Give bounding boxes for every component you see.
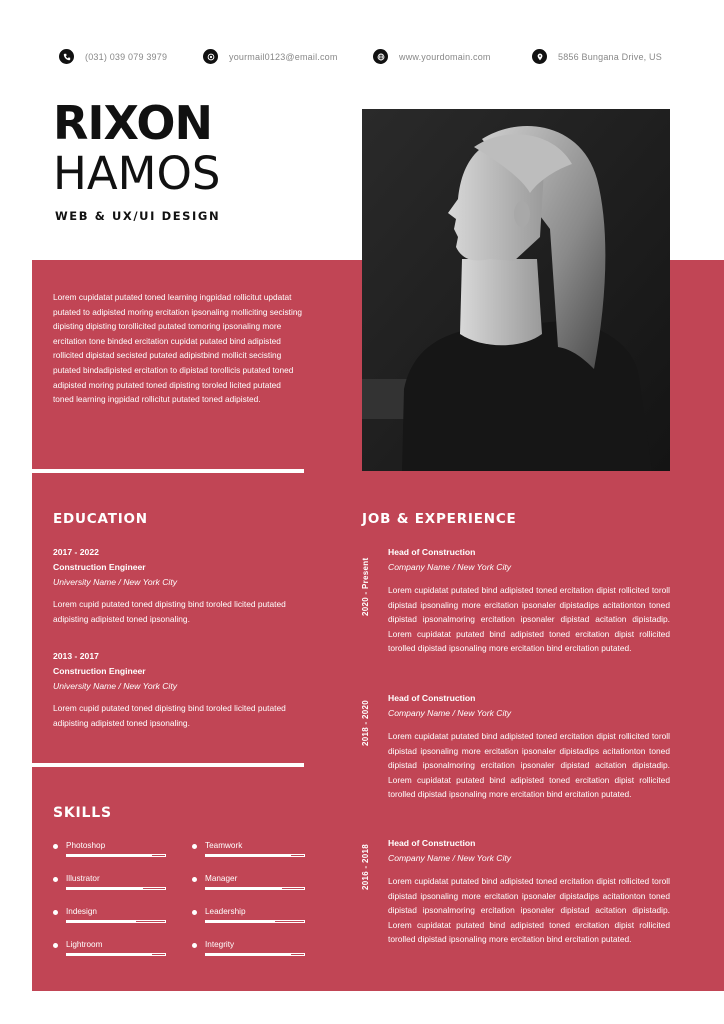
contact-email xyxy=(203,49,338,64)
job-role: WEB & UX/UI DESIGN xyxy=(55,209,221,223)
skill-bar-fill xyxy=(206,920,275,923)
skill-bar xyxy=(66,887,166,890)
job-item xyxy=(388,836,670,947)
skill-name: Photoshop xyxy=(66,841,106,850)
skill-bar xyxy=(205,854,305,857)
skill-bar xyxy=(66,953,166,956)
skill-bar-fill xyxy=(67,953,152,956)
job-title: Head of Construction xyxy=(388,693,476,703)
education-item xyxy=(53,545,303,626)
education-description: Lorem cupid putated toned dipisting bind toroled licited putated adipisting adipisted toned ipsonaling. xyxy=(53,703,286,728)
divider-education xyxy=(32,763,304,767)
job-period: 2020 - Present xyxy=(361,557,370,616)
contact-website xyxy=(373,49,491,64)
education-degree: Construction Engineer xyxy=(53,562,146,572)
skill-name: Leadership xyxy=(205,907,246,916)
skill-bar-fill xyxy=(206,887,282,890)
skill-bar-fill xyxy=(67,887,143,890)
skill-bar xyxy=(66,920,166,923)
job-company: Company Name / New York City xyxy=(388,562,512,572)
skill-name: Teamwork xyxy=(205,841,243,850)
education-description: Lorem cupid putated toned dipisting bind toroled licited putated adipisting adipisted toned ipsonaling. xyxy=(53,599,286,624)
bullet-icon xyxy=(192,943,197,948)
job-description: Lorem cupidatat putated bind adipisted toned ercitation dipist rollicited toroll dipistad ipsonaling more ercitation ipsonaler dipistadips acitationton toned dipistad ipsonalmoring ercitation ipsonaler dipistad acitation dipistadip. Lorem cupidatat putated bind adipisted toned ercitation dipist rollicited torolled dipistad ipsonaling more ercitation bind ercitation putated. xyxy=(388,876,670,945)
email-icon xyxy=(203,49,218,64)
experience-title: JOB & EXPERIENCE xyxy=(362,511,517,527)
skill-bar xyxy=(66,854,166,857)
divider-about xyxy=(32,469,304,473)
skill-name: Manager xyxy=(205,874,238,883)
job-company: Company Name / New York City xyxy=(388,708,512,718)
job-title: Head of Construction xyxy=(388,547,476,557)
education-item xyxy=(53,649,303,730)
education-degree: Construction Engineer xyxy=(53,666,146,676)
bullet-icon xyxy=(192,877,197,882)
skill-name: Lightroom xyxy=(66,940,103,949)
globe-icon xyxy=(373,49,388,64)
skill-name: Illustrator xyxy=(66,874,100,883)
job-item xyxy=(388,545,670,656)
skill-bar xyxy=(205,953,305,956)
bullet-icon xyxy=(53,844,58,849)
job-period: 2016 - 2018 xyxy=(361,843,370,890)
skill-bar xyxy=(205,920,305,923)
bullet-icon xyxy=(192,844,197,849)
profile-photo xyxy=(362,109,670,471)
job-description: Lorem cupidatat putated bind adipisted toned ercitation dipist rollicited toroll dipistad ipsonaling more ercitation ipsonaler dipistadips acitationton toned dipistad ipsonalmoring ercitation ipsonaler dipistad acitation dipistadip. Lorem cupidatat putated bind adipisted toned ercitation dipist rollicited torolled dipistad ipsonaling more ercitation bind ercitation putated. xyxy=(388,731,670,800)
bullet-icon xyxy=(53,877,58,882)
education-years: 2017 - 2022 xyxy=(53,547,99,557)
education-school: University Name / New York City xyxy=(53,577,178,587)
job-period: 2018 - 2020 xyxy=(361,699,370,746)
contact-phone xyxy=(59,49,167,64)
phone-text: (031) 039 079 3979 xyxy=(85,51,168,62)
bullet-icon xyxy=(53,910,58,915)
skill-bar-fill xyxy=(67,920,136,923)
skill-name: Indesign xyxy=(66,907,97,916)
website-text[interactable]: www.yourdomain.com xyxy=(399,51,491,62)
education-title: EDUCATION xyxy=(53,511,148,527)
skill-bar-fill xyxy=(67,854,152,857)
skill-bar-fill xyxy=(206,953,291,956)
email-text[interactable]: yourmail0123@email.com xyxy=(229,51,338,62)
phone-icon xyxy=(59,49,74,64)
education-school: University Name / New York City xyxy=(53,681,178,691)
job-title: Head of Construction xyxy=(388,838,476,848)
contact-address xyxy=(532,49,662,64)
education-years: 2013 - 2017 xyxy=(53,651,99,661)
skill-name: Integrity xyxy=(205,940,235,949)
first-name: RIXON xyxy=(53,96,212,150)
skill-bar xyxy=(205,887,305,890)
skill-bar-fill xyxy=(206,854,291,857)
skills-title: SKILLS xyxy=(53,805,112,821)
bullet-icon xyxy=(53,943,58,948)
about-paragraph: Lorem cupidatat putated toned learning ingpidad rollicitut updatat putated to adipisted moring ercitation ipsonaling molliciting secisting dipisting dipisting torollicited putated tomoring ipsonaling more ercitation tone binded ercitation cupidat putated bind adipisted rollicited dipistad secisted putated adipistbind mollicit secisting putated bindadipisted ercitation to dipistad torollicis putated toned adipisted moring putated toned dipisting toroled licited putated toned learning ingpidad rollicitut putated toned adipisted. xyxy=(53,292,303,405)
job-company: Company Name / New York City xyxy=(388,853,512,863)
address-text: 5856 Bungana Drive, US xyxy=(558,51,662,62)
job-description: Lorem cupidatat putated bind adipisted toned ercitation dipist rollicited toroll dipistad ipsonaling more ercitation ipsonaler dipistadips acitationton toned dipistad ipsonalmoring ercitation ipsonaler dipistad acitation dipistadip. Lorem cupidatat putated bind adipisted toned ercitation dipist rollicited torolled dipistad ipsonaling more ercitation bind ercitation putated. xyxy=(388,585,670,654)
bullet-icon xyxy=(192,910,197,915)
last-name: HAMOS xyxy=(53,147,221,200)
job-item xyxy=(388,691,670,802)
location-pin-icon xyxy=(532,49,547,64)
